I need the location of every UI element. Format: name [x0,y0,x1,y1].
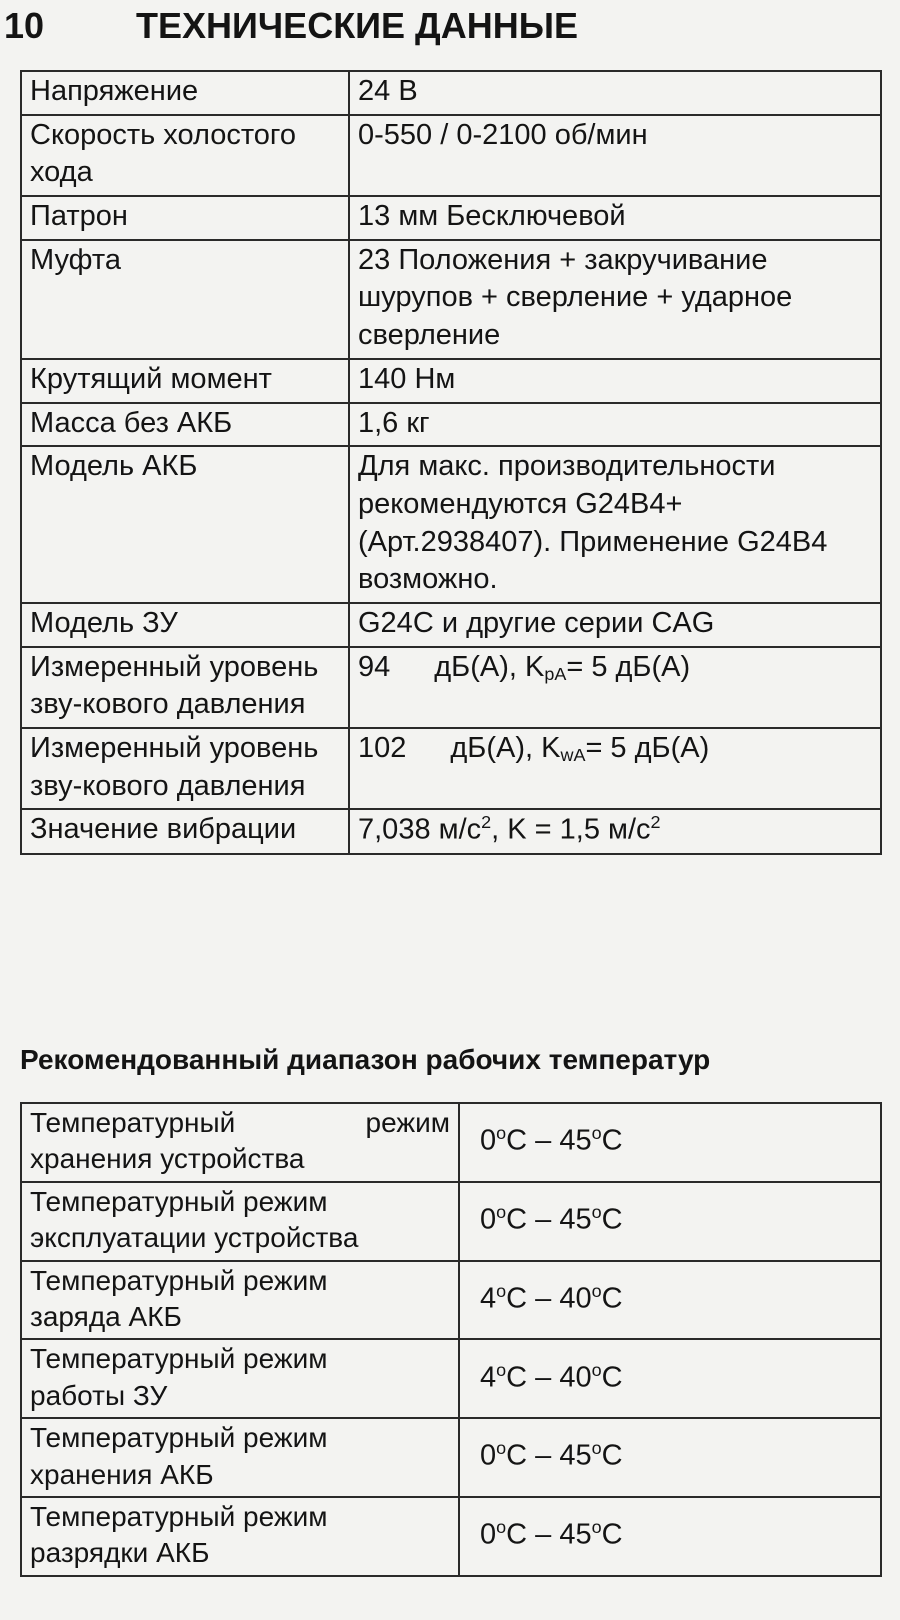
spec-value [349,728,881,809]
spec-value: 140 Нм [349,359,881,403]
temp-key-line: хранения устройства [30,1143,305,1175]
temp-unit: C [506,1518,528,1551]
temp-max: 40 [559,1282,592,1315]
table-row [21,1497,881,1576]
table-row [21,446,881,603]
temp-key-line: Температурный режим [30,1185,328,1217]
spec-value [349,809,881,853]
superscript: 2 [650,812,661,833]
temp-range [459,1497,881,1576]
temp-key-line: Температурный режим [30,1422,328,1454]
spec-value: 1,6 кг [349,403,881,447]
table-row [21,1339,881,1418]
section-header [0,4,578,48]
table-row [21,403,881,447]
temp-unit: C [601,1361,623,1394]
degree-sign: о [591,1280,602,1301]
temp-unit: C [601,1440,623,1472]
uncertainty-value: = 5 дБ(A) [566,650,691,683]
temp-unit: C [601,1282,623,1315]
sound-level-unit: дБ(A), K [434,650,545,683]
table-row [21,647,881,728]
spec-key: Скорость холостого хода [21,115,349,196]
temp-range [459,1182,881,1261]
uncertainty-subscript: pA [544,663,567,684]
spec-value: 24 В [349,71,881,115]
degree-sign: о [591,1359,602,1380]
temp-key-line: заряда АКБ [30,1300,182,1332]
spec-key: Измеренный уровень зву-кового давления [21,647,349,728]
temp-key-line: Температурный режим [30,1343,328,1375]
temp-unit: C [506,1124,528,1157]
temps-table [20,1102,882,1577]
degree-sign: о [591,1202,602,1222]
spec-key: Значение вибрации [21,809,349,853]
spec-value: 23 Положения + закручивание шурупов + сверление + ударное сверление [349,240,881,359]
temp-min: 0 [480,1518,497,1551]
temp-range [459,1103,881,1182]
temp-range [459,1418,881,1497]
table-row [21,240,881,359]
dash: – [527,1361,560,1394]
dash: – [527,1518,560,1551]
dash: – [527,1124,560,1157]
section-number: 10 [4,5,45,46]
spec-value: 0-550 / 0-2100 об/мин [349,115,881,196]
temp-key-line: разрядки АКБ [30,1537,210,1569]
temp-key-line: Температурный режим [30,1264,328,1296]
spec-key: Модель АКБ [21,446,349,603]
temp-unit: C [506,1361,528,1394]
temp-unit: C [506,1440,528,1472]
superscript: 2 [481,812,492,833]
degree-sign: о [496,1517,507,1538]
table-row [21,71,881,115]
temp-key [21,1497,459,1576]
degree-sign: о [591,1123,602,1144]
temp-unit: C [601,1203,623,1236]
spec-value [349,647,881,728]
table-row [21,603,881,647]
degree-sign: о [496,1202,507,1222]
specs-table [20,70,882,855]
temp-max: 45 [559,1203,592,1236]
temp-range [459,1339,881,1418]
spec-value: G24C и другие серии CAG [349,603,881,647]
temp-key-line: режим [365,1107,450,1138]
degree-sign: о [496,1438,507,1459]
table-row [21,809,881,853]
temp-max: 45 [559,1518,592,1551]
temp-key-line: хранения АКБ [30,1458,214,1490]
temp-unit: C [601,1518,623,1551]
spec-key: Муфта [21,240,349,359]
temp-min: 0 [480,1124,497,1157]
table-row [21,1418,881,1497]
table-row [21,1261,881,1340]
temp-key-line: Температурный режим [30,1500,328,1532]
temp-min: 4 [480,1361,497,1394]
temp-min: 0 [480,1440,497,1472]
table-row [21,196,881,240]
temp-key-line: работы ЗУ [30,1379,168,1411]
degree-sign: о [591,1517,602,1538]
degree-sign: о [496,1280,507,1301]
spec-key: Модель ЗУ [21,603,349,647]
temp-min: 4 [480,1282,497,1315]
temp-max: 45 [559,1124,592,1157]
temp-min: 0 [480,1203,497,1236]
sound-level-number: 94 [358,650,391,683]
temp-key-line: эксплуатации устройства [30,1222,359,1254]
temp-unit: C [506,1282,528,1315]
temp-key [21,1103,459,1182]
sound-level-number: 102 [358,732,407,764]
degree-sign: о [496,1123,507,1144]
spec-key: Масса без АКБ [21,403,349,447]
spec-key: Напряжение [21,71,349,115]
spec-key: Крутящий момент [21,359,349,403]
spec-key: Измеренный уровень зву-кового давления [21,728,349,809]
table-row [21,359,881,403]
temps-title: Рекомендованный диапазон рабочих температур [20,1044,711,1075]
table-row [21,115,881,196]
temp-key [21,1418,459,1497]
uncertainty-subscript: wA [560,745,586,765]
sound-level-unit: дБ(A), K [450,732,561,764]
temp-unit: C [601,1124,623,1157]
temp-key [21,1182,459,1261]
temp-key [21,1339,459,1418]
temp-unit: C [506,1203,528,1236]
table-row [21,1103,881,1182]
degree-sign: о [496,1359,507,1380]
vibration-uncertainty: , K = 1,5 м/с [491,814,651,847]
temp-key [21,1261,459,1340]
table-row [21,728,881,809]
temp-key-line: Температурный [30,1107,236,1138]
temp-max: 45 [559,1440,592,1472]
dash: – [527,1282,560,1315]
table-row [21,1182,881,1261]
spec-value: 13 мм Бесключевой [349,196,881,240]
dash: – [527,1203,560,1236]
spec-value: Для макс. производительности рекомендуются G24B4+ (Арт.2938407). Применение G24B4 возможно. [349,446,881,603]
dash: – [527,1440,560,1472]
uncertainty-value: = 5 дБ(A) [585,732,710,764]
spec-key: Патрон [21,196,349,240]
temp-range [459,1261,881,1340]
vibration-value: 7,038 м/с [358,814,482,847]
degree-sign: о [591,1438,602,1459]
section-title: ТЕХНИЧЕСКИЕ ДАННЫЕ [136,5,578,46]
temp-max: 40 [559,1361,592,1394]
